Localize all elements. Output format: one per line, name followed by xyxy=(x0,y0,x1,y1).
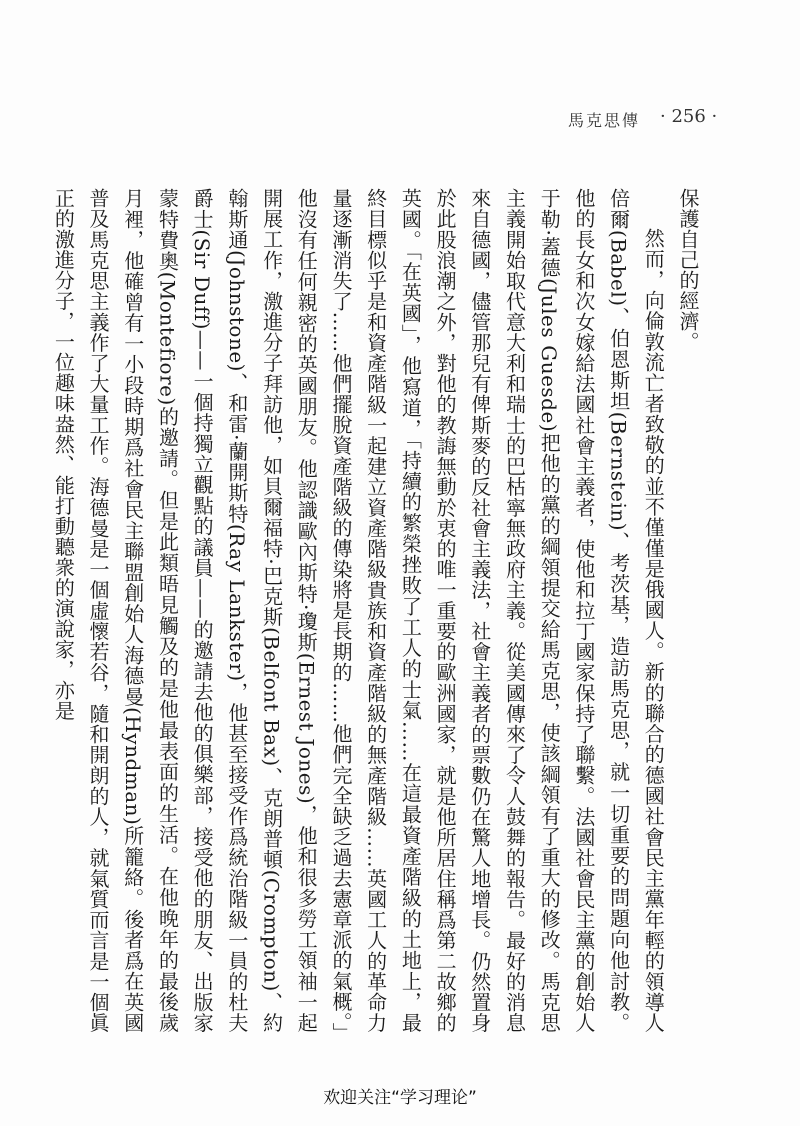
page-number: · 256 · xyxy=(660,106,718,127)
running-head-title: 馬克思傳 xyxy=(568,111,641,130)
vertical-body-text xyxy=(51,188,705,1033)
footer-watermark-text: 欢迎关注“学习理论” xyxy=(323,1088,477,1108)
paragraph-continuation: 保護自己的經濟。 xyxy=(676,188,700,352)
paragraph: 然而，向倫敦流亡者致敬的並不僅僅是俄國人。新的聯合的德國社會民主黨年輕的領導人倍爾(Babel)、伯恩斯坦(Bernstein)、考茨基，造訪馬克思，就一切重要的問題向他討教。他的長女和次女嫁給法國社會主義者，使他和拉丁國家保持了聯繫。法國社會民主黨的創始人于勒·蓋德(Jules Guesde)把他的黨的綱領提交給馬克思，使該綱領有了重大的修改。馬克思主義開始取代意大利和瑞士的巴枯寧無政府主義。從美國傳來了令人鼓舞的報告。最好的消息來自德國，儘管那兒有俾斯麥的反社會主義法，社會主義者的票數仍在驚人地增長。仍然置身於此股浪潮之外，對他的教誨無動於衷的唯一重要的歐洲國家，就是他所居住稱爲第二故鄉的英國。「在英國」，他寫道，「持續的繁榮挫敗了工人的士氣……在這最資產階級的土地上，最終目標似乎是和資產階級一起建立資產階級貴族和資產階級的無產階級……英國工人的革命力量逐漸消失了……他們擺脫資產階級的傳染將是長期的……他們完全缺乏過去憲章派的氣概。」他沒有任何親密的英國朋友。他認識歐內斯特·瓊斯(Ernest Jones)，他和很多勞工領袖一起開展工作，激進分子拜訪他，如貝爾福特·巴克斯(Belfont Bax)、克朗普頓(Crompton)、約翰斯通(Johnstone)、和雷·蘭開斯特(Ray Lankster)，他甚至接受作爲統治階級一員的杜夫爵士(Sir Duff)——一個持獨立觀點的議員——的邀請去他的俱樂部，接受他的朋友、出版家蒙特費奧(Montefiore)的邀請。但是此類晤見觸及的是他最表面的生活。在他晚年的最後歲月裡，他確曾有一小段時期爲社會民主聯盟創始人海德曼(Hyndman)所籠絡。後者爲在英國普及馬克思主義作了大量工作。海德曼是一個虛懷若谷，隨和開朗的人，就氣質而言是一個眞正的激進分子，一位趣味盎然、能打動聽衆的演說家，亦是 xyxy=(51,188,666,1033)
